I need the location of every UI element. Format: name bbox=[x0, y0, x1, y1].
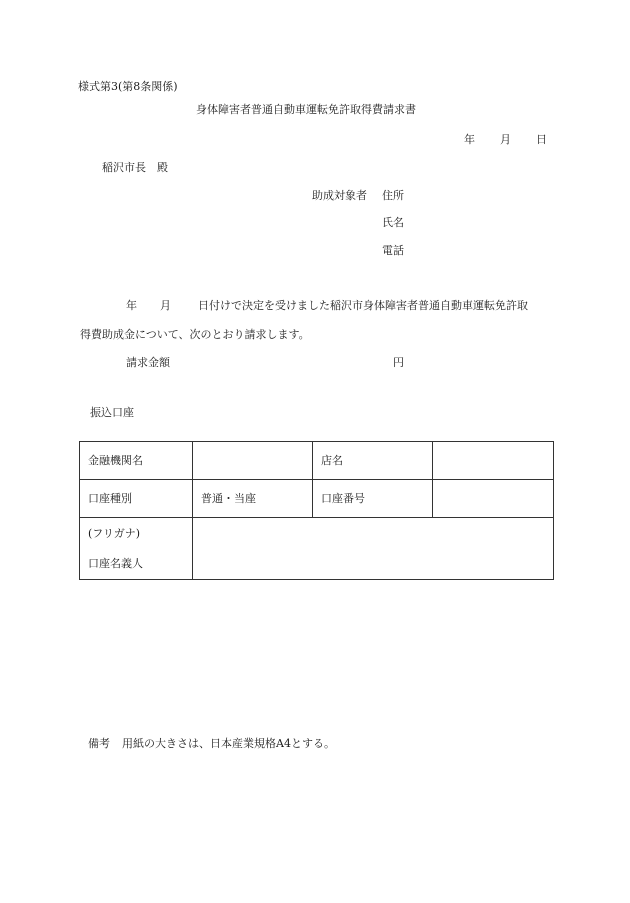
table-row bbox=[80, 480, 554, 518]
table-row bbox=[80, 442, 554, 480]
account-type-label: 口座種別 bbox=[80, 480, 193, 518]
branch-field[interactable] bbox=[433, 442, 554, 480]
addressee: 稲沢市長 殿 bbox=[102, 161, 168, 174]
amount-label: 請求金額 bbox=[126, 356, 170, 369]
date-month-label: 月 bbox=[500, 133, 511, 146]
body-year-label: 年 bbox=[126, 299, 137, 312]
note-text: 用紙の大きさは、日本産業規格A4とする。 bbox=[122, 737, 335, 750]
branch-label: 店名 bbox=[313, 442, 433, 480]
account-holder-field[interactable] bbox=[193, 518, 554, 580]
account-type-value: 普通・当座 bbox=[193, 480, 313, 518]
date-day-label: 日 bbox=[536, 133, 547, 146]
applicant-address-label: 住所 bbox=[382, 189, 404, 202]
form-number: 様式第3(第8条関係) bbox=[78, 80, 178, 93]
account-number-label: 口座番号 bbox=[313, 480, 433, 518]
furigana-label: (フリガナ) bbox=[88, 527, 141, 540]
body-text-line-1: 日付けで決定を受けました稲沢市身体障害者普通自動車運転免許取 bbox=[198, 299, 528, 312]
body-text-line-2: 得費助成金について、次のとおり請求します。 bbox=[80, 328, 310, 341]
note bbox=[88, 738, 335, 749]
account-holder-label-cell bbox=[80, 518, 193, 580]
document-title: 身体障害者普通自動車運転免許取得費請求書 bbox=[196, 103, 416, 116]
applicant-name-label: 氏名 bbox=[382, 216, 404, 229]
account-number-field[interactable] bbox=[433, 480, 554, 518]
account-holder-label: 口座名義人 bbox=[88, 557, 143, 570]
table-row bbox=[80, 518, 554, 580]
date-year-label: 年 bbox=[464, 133, 475, 146]
bank-name-label: 金融機関名 bbox=[80, 442, 193, 480]
applicant-label: 助成対象者 bbox=[312, 189, 367, 202]
body-month-label: 月 bbox=[160, 299, 171, 312]
amount-unit: 円 bbox=[393, 356, 404, 369]
applicant-phone-label: 電話 bbox=[382, 244, 404, 257]
account-table bbox=[79, 441, 554, 580]
bank-name-field[interactable] bbox=[193, 442, 313, 480]
account-heading: 振込口座 bbox=[90, 406, 134, 419]
note-label: 備考 bbox=[88, 737, 110, 750]
